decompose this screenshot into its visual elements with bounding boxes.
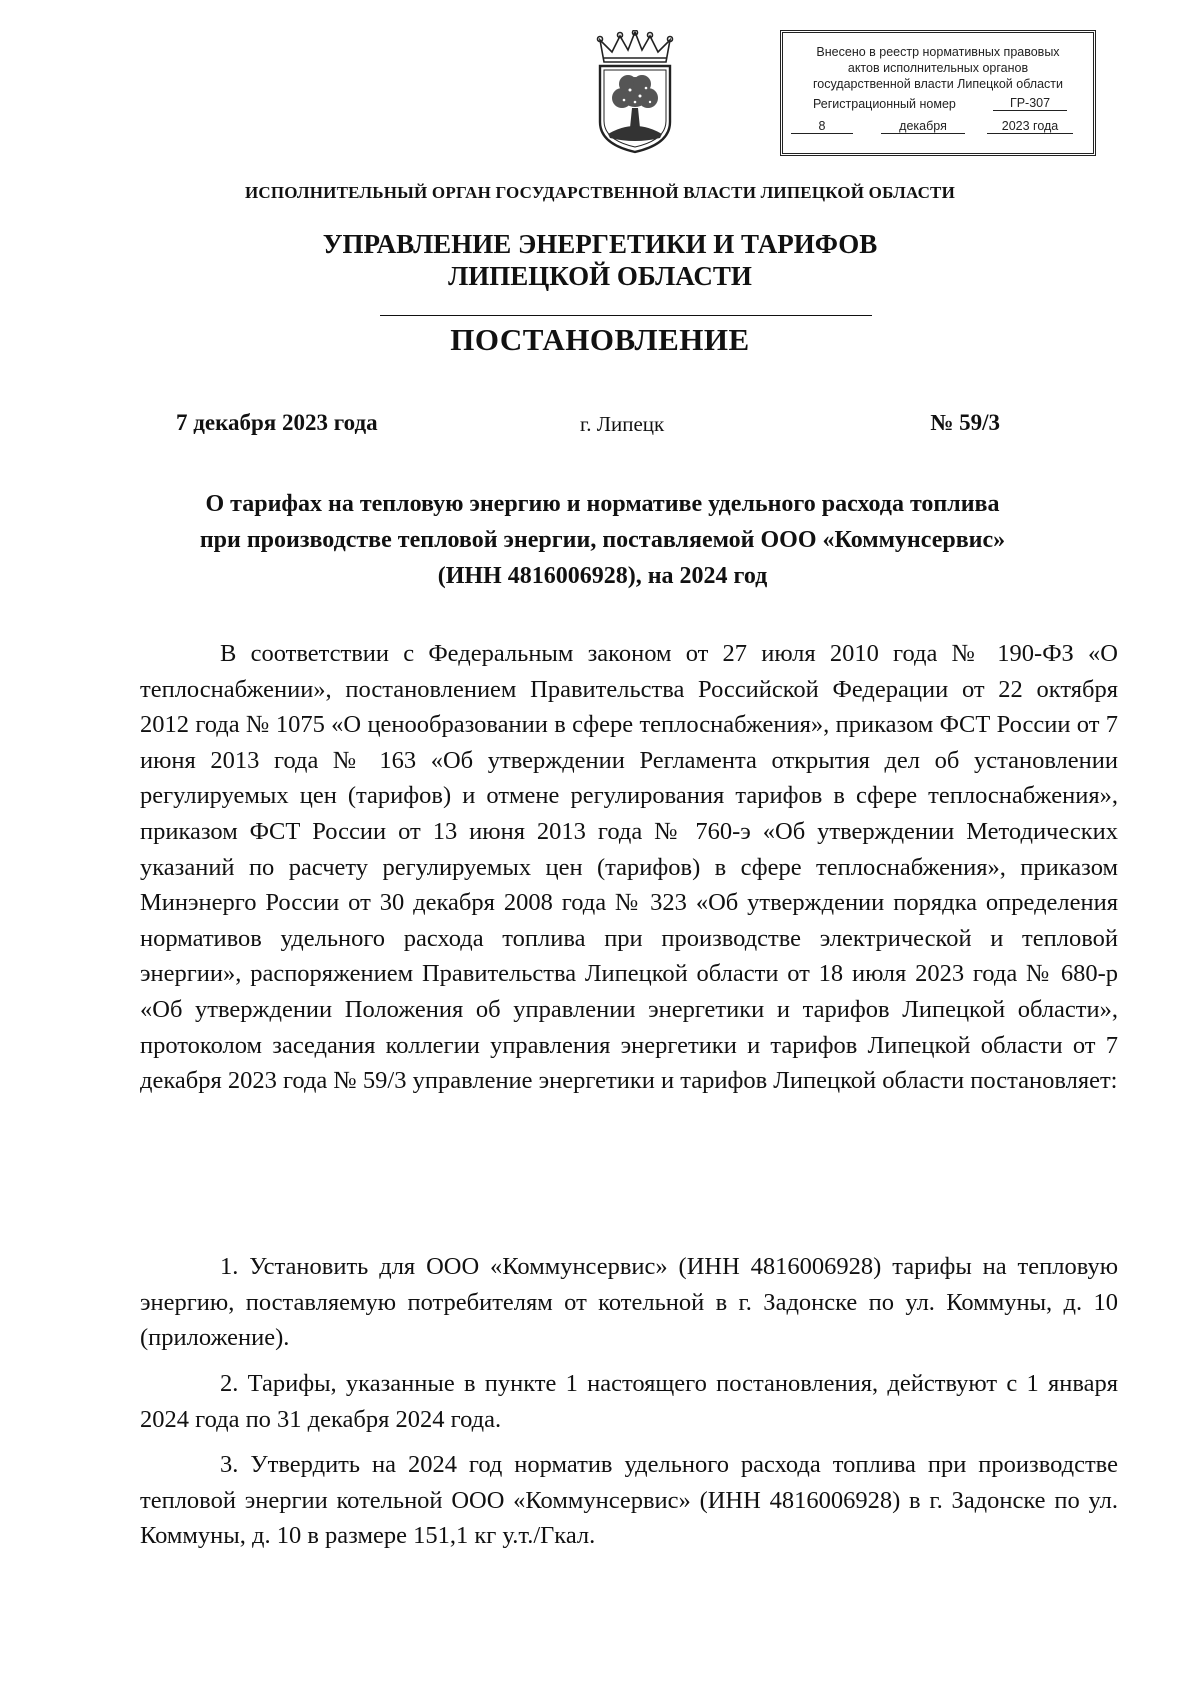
subject-line: (ИНН 4816006928), на 2024 год [437,563,768,589]
document-date: 7 декабря 2023 года [176,410,378,435]
stamp-reg-number: ГР-307 [993,96,1067,111]
document-subject [140,486,1065,594]
document-city: г. Липецк [580,412,665,436]
stamp-line: государственной власти Липецкой области [812,77,1064,91]
header-divider [380,315,872,316]
preamble-section [140,636,1118,1099]
document-number: № 59/3 [930,410,1000,435]
stamp-reg-label: Регистрационный номер [813,97,956,111]
clause-1-paragraph: 1. Установить для ООО «Коммунсервис» (ИНН 4816006928) тарифы на тепловую энергию, поставляемую потребителям от котельной в г. Задонске по ул. Коммуны, д. 10 (приложение). [140,1253,1118,1352]
clause-section [140,1366,1118,1437]
coat-of-arms-emblem [590,30,680,154]
registry-stamp [780,30,1096,156]
clause-section [140,1249,1118,1356]
stamp-day: 8 [791,119,853,134]
department-name-line: УПРАВЛЕНИЕ ЭНЕРГЕТИКИ И ТАРИФОВ [322,229,878,259]
stamp-line: актов исполнительных органов [847,61,1029,75]
subject-line: О тарифах на тепловую энергию и нормативе удельного расхода топлива [205,491,1000,517]
authority-name: ИСПОЛНИТЕЛЬНЫЙ ОРГАН ГОСУДАРСТВЕННОЙ ВЛАСТИ ЛИПЕЦКОЙ ОБЛАСТИ [244,183,956,202]
stamp-year: 2023 года [987,119,1073,134]
stamp-month: декабря [881,119,965,134]
preamble-paragraph: В соответствии с Федеральным законом от 27 июля 2010 года № 190-ФЗ «О теплоснабжении», постановлением Правительства Российской Федерации от 22 октября 2012 года № 1075 «О ценообразовании в сфере теплоснабжения», приказом ФСТ России от 7 июня 2013 года № 163 «Об утверждении Регламента открытия дел об установлении регулируемых цен (тарифов) и отмене регулирования тарифов в сфере теплоснабжения», приказом ФСТ России от 13 июня 2013 года № 760-э «Об утверждении Методических указаний по расчету регулируемых цен (тарифов) в сфере теплоснабжения», приказом Минэнерго России от 30 декабря 2008 года № 323 «Об утверждении порядка определения нормативов удельного расхода топлива при производстве электрической и тепловой энергии», распоряжением Правительства Липецкой области от 18 июля 2023 года № 680-р «Об утверждении Положения об управлении энергетики и тарифов Липецкой области», протоколом заседания коллегии управления энергетики и тарифов Липецкой области от 7 декабря 2023 года № 59/3 управление энергетики и тарифов Липецкой области постановляет: [140,640,1118,1095]
document-type-title: ПОСТАНОВЛЕНИЕ [450,322,750,357]
clause-3-paragraph: 3. Утвердить на 2024 год норматив удельного расхода топлива при производстве тепловой энергии котельной ООО «Коммунсервис» (ИНН 4816006928) в г. Задонске по ул. Коммуны, д. 10 в размере 151,1 кг у.т./Гкал. [140,1451,1118,1550]
clause-2-paragraph: 2. Тарифы, указанные в пункте 1 настоящего постановления, действуют с 1 января 2024 года по 31 декабря 2024 года. [140,1370,1118,1433]
department-name-line: ЛИПЕЦКОЙ ОБЛАСТИ [448,261,752,291]
subject-line: при производстве тепловой энергии, поставляемой ООО «Коммунсервис» [199,527,1006,553]
clause-section [140,1447,1118,1554]
department-name [0,228,1200,292]
stamp-line: Внесено в реестр нормативных правовых [816,45,1060,59]
